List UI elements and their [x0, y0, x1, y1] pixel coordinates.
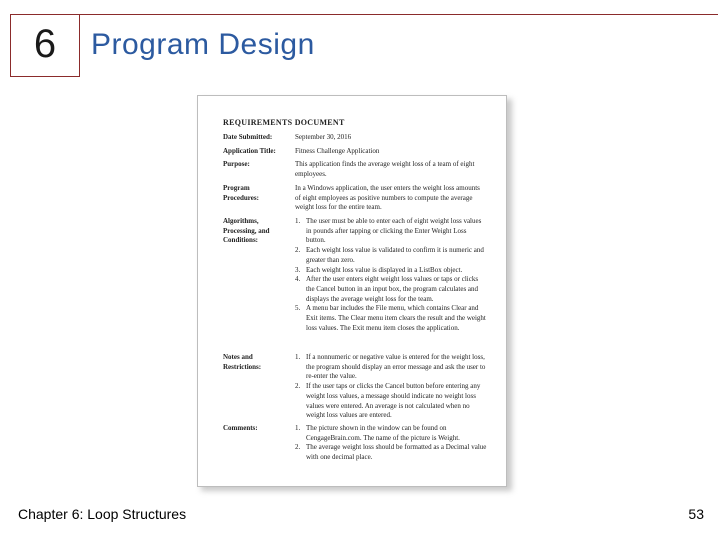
document-heading: REQUIREMENTS DOCUMENT	[223, 118, 345, 127]
list-item: 3. Each weight loss value is displayed in a ListBox object.	[295, 265, 463, 274]
list-item: 1. If a nonnumeric or negative value is entered for the weight loss, the program should display an error message and ask the user to re-enter the value.	[295, 353, 486, 381]
algorithms-label: Algorithms, Processing, and Conditions:	[223, 217, 270, 245]
purpose-value: This application finds the average weight loss of a team of eight employees.	[295, 160, 475, 178]
algorithms-list	[295, 217, 487, 333]
list-item: 4. After the user enters eight weight loss values or taps or clicks the Cancel button in an input box, the program calculates and displays the average weight loss for the team.	[295, 275, 479, 303]
notes-list	[295, 353, 487, 421]
app-title-label: Application Title:	[223, 147, 276, 155]
purpose-label: Purpose:	[223, 160, 250, 168]
list-item: 2. The average weight loss should be formatted as a Decimal value with one decimal place.	[295, 443, 487, 462]
list-item: 2. Each weight loss value is validated to confirm it is numeric and greater than zero.	[295, 246, 484, 264]
procedures-value: In a Windows application, the user enters the weight loss amounts of eight employees as positive numbers to compute the average weight loss for the entire team.	[295, 184, 480, 212]
date-label: Date Submitted:	[223, 133, 273, 141]
list-item: 1. The user must be able to enter each of eight weight loss values in pounds after tapping or clicking the Enter Weight Loss button.	[295, 217, 482, 245]
procedures-label: Program Procedures:	[223, 184, 259, 202]
notes-label: Notes and Restrictions:	[223, 353, 262, 371]
date-value: September 30, 2016	[295, 133, 352, 141]
chapter-footer: Chapter 6: Loop Structures	[18, 506, 187, 522]
chapter-number: 6	[33, 22, 57, 66]
header-rule	[10, 14, 718, 15]
page-number: 53	[688, 506, 704, 522]
list-item: 5. A menu bar includes the File menu, which contains Clear and Exit items. The Clear menu item clears the result and the weight loss values. The Exit menu item closes the application.	[295, 304, 486, 332]
slide-title: Program Design	[91, 28, 315, 61]
comments-list	[295, 424, 487, 463]
chapter-box	[10, 14, 80, 77]
list-item: 1. The picture shown in the window can be found on CengageBrain.com. The name of the picture is Weight.	[295, 424, 460, 442]
app-title-value: Fitness Challenge Application	[295, 147, 380, 155]
comments-label: Comments:	[223, 424, 258, 432]
list-item: 2. If the user taps or clicks the Cancel button before entering any weight loss values, a message should indicate no weight loss values were entered. An average is not calculated when no weight loss values are entered.	[295, 382, 481, 420]
requirements-document	[197, 95, 507, 487]
